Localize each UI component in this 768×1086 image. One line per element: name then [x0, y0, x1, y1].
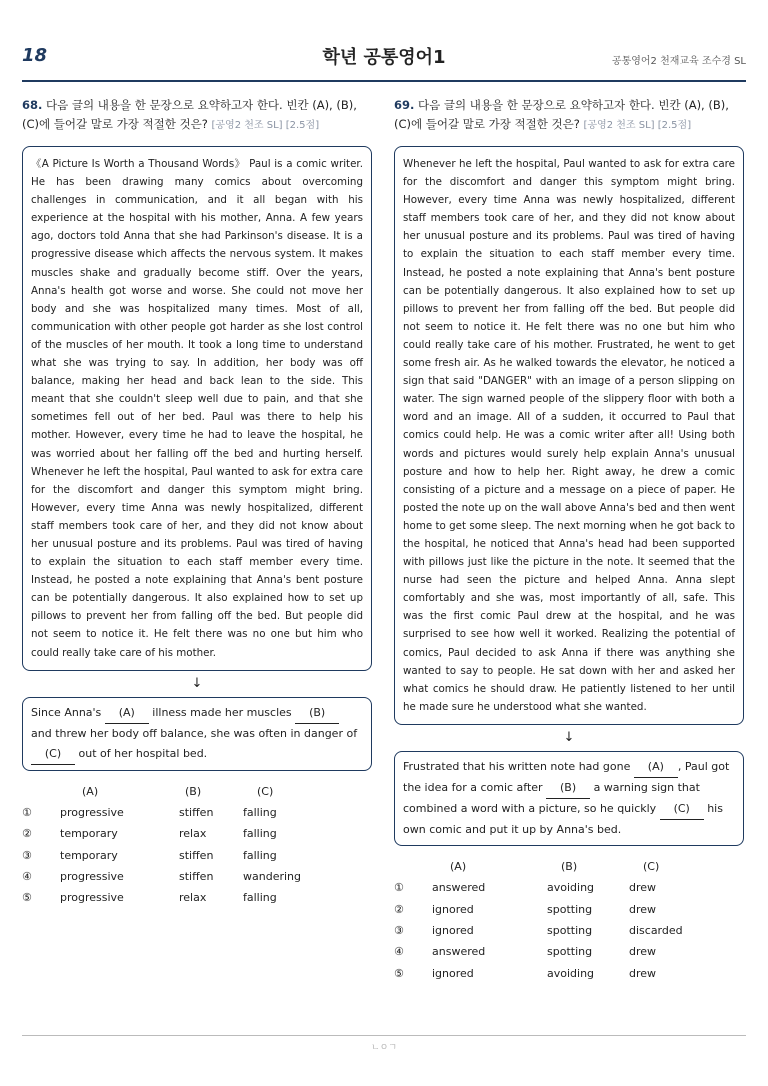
summary-text: Since Anna's	[31, 705, 105, 719]
choice-header-c: (C)	[257, 784, 274, 798]
choice-a: answered	[432, 945, 486, 959]
question-prompt: 다음 글의 내용을 한 문장으로 요약하고자 한다. 빈칸 (A), (B), (C)에 들어갈 말로 가장 적절한 것은?	[22, 98, 357, 131]
summary-box	[394, 751, 744, 846]
footer-text: ㄴㅇㄱ	[370, 1043, 398, 1053]
choice-c: drew	[629, 881, 657, 895]
choice-header-b: (B)	[561, 860, 578, 874]
choice-a: ignored	[432, 966, 474, 980]
choice-b: stiffen	[179, 848, 214, 862]
summary-box	[22, 697, 372, 771]
page-number: 18	[22, 45, 48, 66]
answer-choice[interactable]	[394, 962, 683, 983]
choice-number: ③	[22, 848, 32, 862]
choice-a: progressive	[60, 869, 124, 883]
choice-number: ④	[394, 945, 404, 959]
page-header	[22, 40, 746, 82]
blank-a: (A)	[634, 757, 678, 778]
down-arrow-icon: ↓	[191, 675, 203, 691]
choice-number: ①	[22, 806, 32, 820]
choice-b: stiffen	[179, 869, 214, 883]
page-title: 학년 공통영어1	[322, 47, 446, 68]
question-68	[22, 96, 372, 908]
choice-a: ignored	[432, 902, 474, 916]
answer-choice[interactable]	[22, 887, 301, 908]
question-69	[394, 96, 744, 984]
summary-text: and threw her body off balance, she was often in danger of	[31, 726, 358, 740]
choice-b: avoiding	[547, 881, 595, 895]
choice-number: ①	[394, 881, 404, 895]
choice-a: ignored	[432, 923, 474, 937]
answer-choices	[394, 856, 744, 984]
blank-a: (A)	[105, 703, 149, 724]
question-number: 69.	[394, 98, 415, 112]
question-header	[22, 96, 372, 135]
question-prompt: 다음 글의 내용을 한 문장으로 요약하고자 한다. 빈칸 (A), (B), (C)에 들어갈 말로 가장 적절한 것은?	[394, 98, 729, 131]
summary-text: Frustrated that his written note had gone	[403, 759, 634, 773]
answer-choice[interactable]	[22, 866, 301, 887]
choice-c: falling	[243, 848, 277, 862]
summary-text: a warning sign that combined a word with a picture, so he quickly	[403, 780, 700, 815]
choice-c: discarded	[629, 923, 683, 937]
choice-c: wandering	[243, 869, 301, 883]
blank-c: (C)	[660, 799, 704, 820]
answer-choice[interactable]	[394, 877, 683, 898]
choice-header-a: (A)	[82, 784, 99, 798]
choice-number: ③	[394, 923, 404, 937]
answer-choice[interactable]	[22, 823, 301, 844]
choice-b: spotting	[547, 902, 593, 916]
choice-a: temporary	[60, 848, 118, 862]
blank-c: (C)	[31, 744, 75, 765]
choice-number: ⑤	[394, 966, 404, 980]
answer-choice[interactable]	[394, 899, 683, 920]
passage-box	[22, 146, 372, 671]
choice-b: relax	[179, 891, 207, 905]
choice-b: spotting	[547, 923, 593, 937]
choice-number: ②	[22, 827, 32, 841]
choice-c: drew	[629, 945, 657, 959]
answer-choice[interactable]	[22, 845, 301, 866]
down-arrow-icon: ↓	[563, 729, 575, 745]
choice-c: drew	[629, 966, 657, 980]
answer-choice[interactable]	[394, 920, 683, 941]
choice-number: ②	[394, 902, 404, 916]
choice-b: avoiding	[547, 966, 595, 980]
choice-header-c: (C)	[643, 860, 660, 874]
choice-header-b: (B)	[185, 784, 202, 798]
summary-text: illness made her muscles	[148, 705, 296, 719]
summary-text: his own comic and put it up by Anna's bed.	[403, 801, 723, 836]
passage-text: Whenever he left the hospital, Paul wanted to ask for extra care for the discomfort and danger this symptom might bring. However, every time Anna was newly hospitalized, different staff members took care of her, and they did not know about her unusual posture and its problems. Paul was tired of having to explain the situation to each staff member every time. Instead, he posted a note explaining that Anna's bent posture can be potentially dangerous. It also explained how to set up pillows to prevent her from falling off the bed. But people did not seem to notice it. He felt there was no one but him who could really take care of his mother. Frustrated, he went to get some fresh air. As he walked towards the elevator, he noticed a sign that said "DANGER" with an image of a person slipping on water. The sign warned people of the slippery floor with both a word and an image. All of a sudden, it occurred to Paul that comics could help. He was a comic writer after all! Using both words and pictures would surely help explain Anna's unusual posture and how to help her. Right away, he drew a comic consisting of a picture and a message on a piece of paper. He posted the note up on the wall above Anna's bed and then went home to get some sleep. The next morning when he got back to the hospital, he noticed that Anna's head had been supported with pillows just like the picture in the note. It seemed that the nurse had seen the picture and helped Anna. Anna slept comfortably and she was, most importantly of all, safe. This was the first comic Paul drew at the hospital, and he was surprised to see how well it worked. Realizing the potential of comics, Paul decided to ask Anna if there was anything she wanted to say to people. He sat down with her and asked her what comics he should draw. He patiently listened to her until he made sure he understood what she wanted.	[403, 158, 735, 713]
choice-b: spotting	[547, 945, 593, 959]
choice-a: progressive	[60, 806, 124, 820]
answer-choices	[22, 781, 372, 909]
summary-text: out of her hospital bed.	[75, 746, 208, 760]
choice-a: temporary	[60, 827, 118, 841]
question-number: 68.	[22, 98, 43, 112]
choice-number: ④	[22, 869, 32, 883]
choice-c: falling	[243, 827, 277, 841]
choice-b: stiffen	[179, 806, 214, 820]
passage-box	[394, 146, 744, 725]
choice-a: progressive	[60, 891, 124, 905]
choice-number: ⑤	[22, 891, 32, 905]
passage-text: 《A Picture Is Worth a Thousand Words》 Paul is a comic writer. He has been drawing many comics about overcoming challenges in communication, and it all began with his experience at the hospital with his mother, Anna. A few years ago, doctors told Anna that she had Parkinson's disease. It is a progressive disease which affects the nervous system. It makes muscles shake and gradually become stiff. Over the years, Anna's health got worse and worse. She could not move her body and she was hospitalized many times. Most of all, communication with other people got harder as she lost control of the muscles of her mouth. It took a long time to understand what she was trying to say. In addition, her body was off balance, making her head and back lean to the side. This meant that she couldn't sleep well due to pain, and that she sometimes fell out of her bed. Paul was there to help his mother. However, every time he had to leave the hospital, he was worried about her falling off the bed and hurting herself. Whenever he left the hospital, Paul wanted to ask for extra care for the discomfort and danger this symptom might bring. However, every time Anna was newly hospitalized, different staff members took care of her, and they did not know about her unusual posture and its problems. Paul was tired of having to explain the situation to each staff member every time. Instead, he posted a note explaining that Anna's bent posture can be potentially dangerous. It also explained how to set up pillows to prevent her from falling off the bed. But people did not seem to notice it. He felt there was no one but him who could really take care of his mother.	[31, 158, 363, 659]
answer-choice[interactable]	[394, 941, 683, 962]
choice-c: drew	[629, 902, 657, 916]
choice-c: falling	[243, 806, 277, 820]
summary-text: , Paul got the idea for a comic after	[403, 759, 730, 794]
blank-b: (B)	[546, 778, 590, 799]
question-meta: [공영2 천조 SL] [2.5점]	[583, 120, 692, 131]
choice-c: falling	[243, 891, 277, 905]
blank-b: (B)	[295, 703, 339, 724]
choice-header-a: (A)	[450, 860, 467, 874]
question-meta: [공영2 천조 SL] [2.5점]	[211, 120, 320, 131]
header-source-info: 공통영어2 천재교육 조수경 SL	[611, 56, 746, 67]
footer-divider	[22, 1035, 746, 1036]
answer-choice[interactable]	[22, 802, 301, 823]
choice-a: answered	[432, 881, 486, 895]
question-header	[394, 96, 744, 135]
choice-b: relax	[179, 827, 207, 841]
